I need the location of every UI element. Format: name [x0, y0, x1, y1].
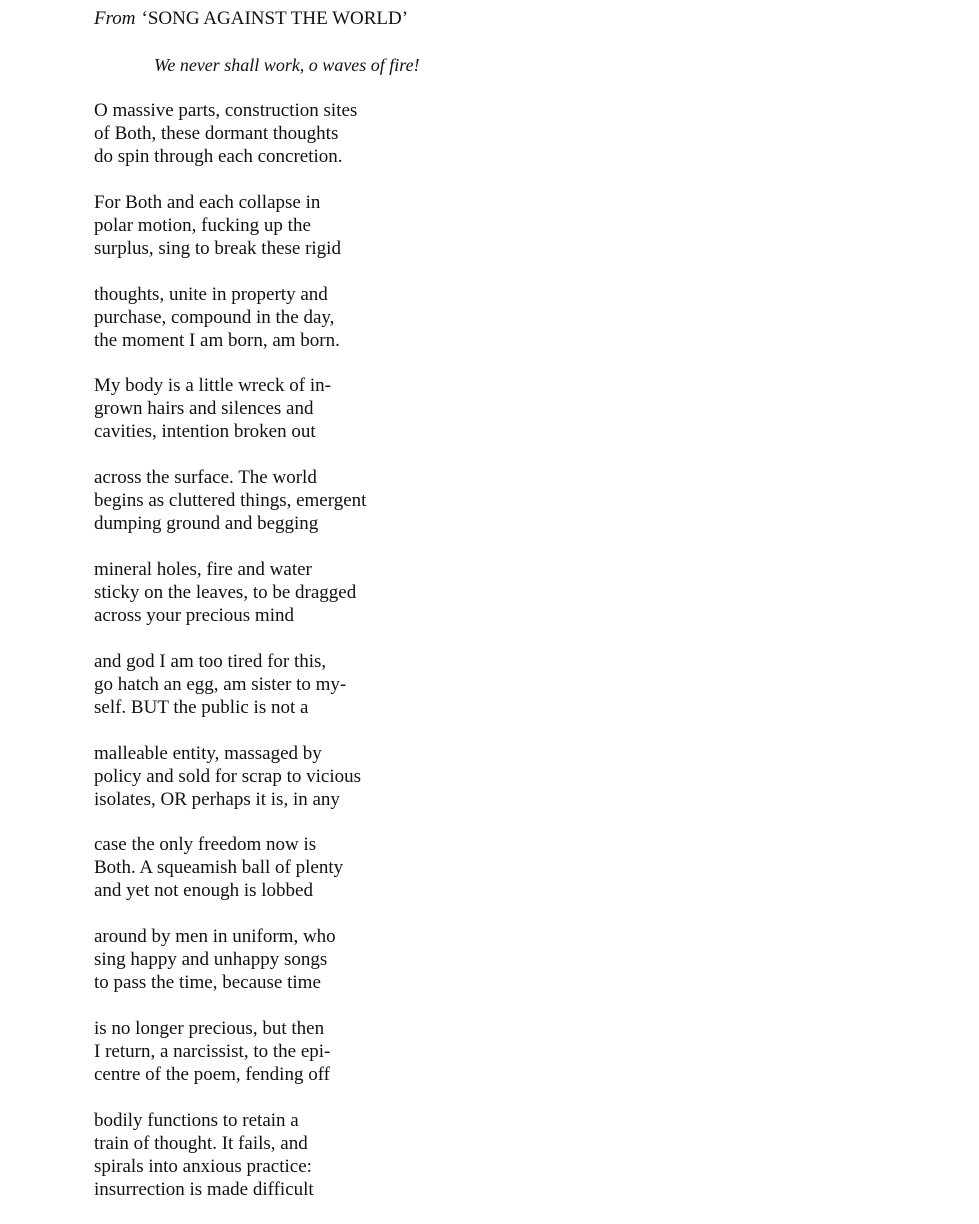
stanza-12 [94, 1109, 366, 1201]
stanza-10 [94, 925, 366, 994]
stanza-1 [94, 99, 366, 168]
stanza-8 [94, 742, 366, 811]
from-label: From [94, 8, 136, 29]
stanza-9 [94, 833, 366, 902]
poem-line: sing happy and unhappy songs [94, 949, 328, 971]
epigraph: We never shall work, o waves of fire! [154, 55, 420, 75]
title-text: ‘SONG AGAINST THE WORLD’ [141, 8, 409, 29]
stanza-2 [94, 191, 366, 260]
stanza-5 [94, 466, 366, 535]
poem-line: thoughts, unite in property and [94, 283, 328, 305]
poem-line: sticky on the leaves, to be dragged [94, 581, 357, 603]
poem-line: and god I am too tired for this, [94, 650, 327, 672]
poem-line: spirals into anxious practice: [94, 1155, 312, 1177]
poem-line: and yet not enough is lobbed [94, 880, 313, 902]
poem-line: of Both, these dormant thoughts [94, 123, 339, 144]
poem-line: train of thought. It fails, and [94, 1132, 308, 1154]
poem-line: begins as cluttered things, emergent [94, 490, 367, 512]
poem-line: mineral holes, fire and water [94, 558, 312, 580]
poem-line: polar motion, fucking up the [94, 214, 311, 236]
poem-title [94, 7, 408, 30]
poem-body [94, 99, 366, 1224]
poem-line: to pass the time, because time [94, 972, 321, 994]
poem-line: isolates, OR perhaps it is, in any [94, 788, 340, 810]
poem-line: across the surface. The world [94, 467, 317, 489]
poem-line: is no longer precious, but then [94, 1017, 325, 1039]
stanza-6 [94, 558, 366, 627]
poem-line: dumping ground and begging [94, 513, 319, 535]
poem-line: go hatch an egg, am sister to my- [94, 673, 347, 695]
poem-line: case the only freedom now is [94, 834, 317, 856]
poem-line: policy and sold for scrap to vicious [94, 765, 362, 787]
poem-line: cavities, intention broken out [94, 421, 316, 443]
stanza-4 [94, 374, 366, 443]
poem-line: I return, a narcissist, to the epi- [94, 1040, 331, 1062]
poem-line: centre of the poem, fending off [94, 1063, 331, 1085]
poem-line: My body is a little wreck of in- [94, 375, 331, 397]
poem-line: bodily functions to retain a [94, 1109, 299, 1131]
poem-line: across your precious mind [94, 604, 294, 626]
poem-line: O massive parts, construction sites [94, 100, 358, 121]
poem-line: purchase, compound in the day, [94, 306, 335, 328]
poem-line: grown hairs and silences and [94, 398, 314, 420]
stanza-11 [94, 1017, 366, 1086]
stanza-7 [94, 650, 366, 719]
stanza-3 [94, 283, 366, 352]
poem-line: around by men in uniform, who [94, 926, 336, 948]
poem-line: do spin through each concretion. [94, 146, 343, 167]
poem-line: insurrection is made difficult [94, 1178, 314, 1200]
poem-line: Both. A squeamish ball of plenty [94, 857, 344, 879]
poem-line: For Both and each collapse in [94, 191, 321, 213]
poem-line: self. BUT the public is not a [94, 696, 309, 718]
poem-line: surplus, sing to break these rigid [94, 237, 341, 259]
poem-line: malleable entity, massaged by [94, 742, 322, 764]
poem-line: the moment I am born, am born. [94, 329, 340, 351]
